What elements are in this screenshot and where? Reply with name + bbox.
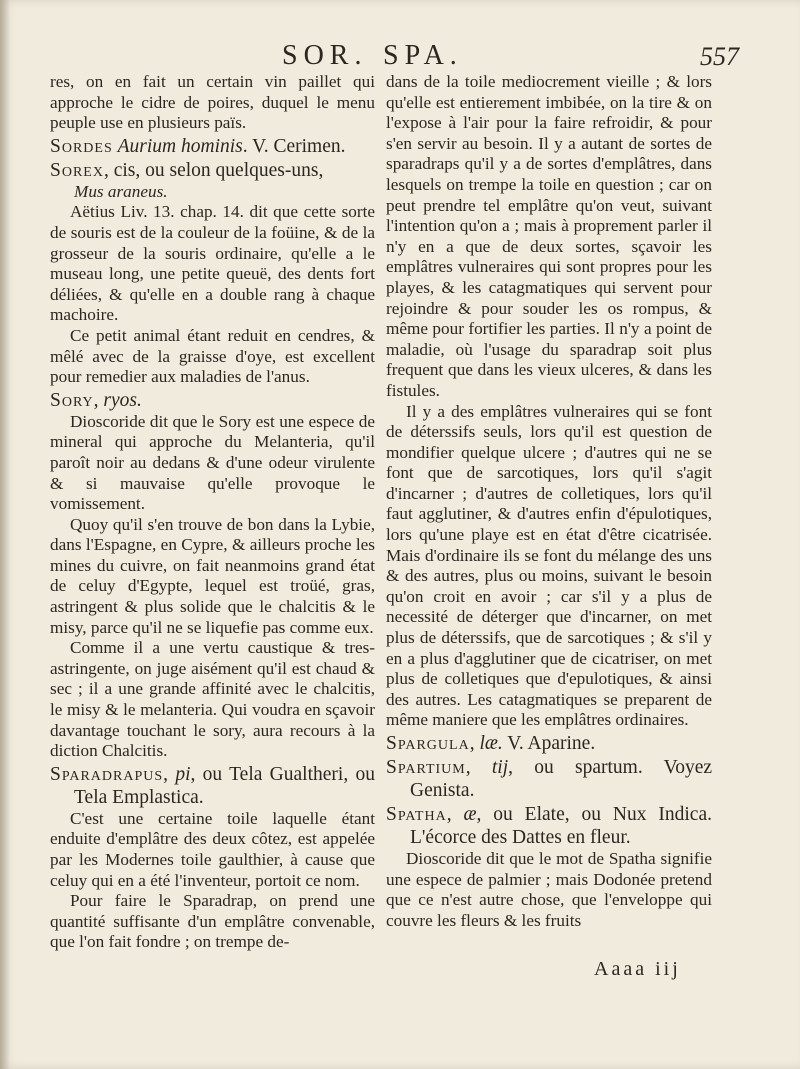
- headword: Sparadrapus: [50, 763, 164, 785]
- paragraph: res, on en fait un certain vin paillet qui approche le cidre de poires, duquel le menu peuple use en plusieurs païs.: [50, 72, 375, 133]
- entry-subtitle: Mus araneus.: [74, 181, 168, 201]
- page-number: 557: [700, 42, 739, 71]
- entry-grammar: ,: [465, 757, 492, 778]
- entry-latin: tij: [491, 757, 509, 778]
- header-right: SPA.: [383, 40, 463, 71]
- headword: Spargula: [386, 733, 470, 754]
- paragraph: Il y a des emplâtres vulneraires qui se font de déterssifs seuls, lors qu'il est question de mondifier quelque ulcere ; d'autres qui ne se font que de sarcotiques, lors qu'il s'agit d'incarner ; d'autres de colletiques, lors qu'il faut agglutiner, & d'autres enfin d'épulotiques, lors qu'une playe est en état d'être cicatrisée. Mais d'ordinaire ils se font du mélange des uns & des autres, plus ou moins, suivant le besoin qu'on croit en avoir ; car s'il y a plus de necessité de déterger que d'incarner, on met plus de déterssifs, que de sarcotiques ; & s'il y en a plus d'agglutiner que de cicatriser, on met plus de colletiques que d'epulotiques, & ainsi des autres. Les catagmatiques se preparent de même maniere que les emplâtres ordinaires.: [386, 401, 712, 730]
- catchword: Aaaa iij: [594, 958, 681, 980]
- dictionary-entry-heading: [50, 135, 375, 158]
- entry-latin: læ.: [479, 733, 503, 754]
- headword: Spartium: [386, 757, 466, 778]
- entry-latin: æ: [463, 804, 477, 825]
- dictionary-entry-heading: [386, 803, 712, 849]
- entry-tail: , ou spartum. Voyez Genista.: [410, 757, 713, 801]
- entry-tail: , ou Elate, ou Nux Indica. L'écorce des Dattes en fleur.: [410, 804, 712, 848]
- entry-latin: Aurium hominis: [117, 135, 243, 157]
- dictionary-entry-heading: [386, 756, 712, 802]
- entry-latin: pi: [175, 763, 191, 785]
- entry-grammar: , cis, ou selon quelques-uns,: [103, 159, 324, 181]
- paragraph: Dioscoride dit que le mot de Spatha signifie une espece de palmier ; mais Dodonée pretend que ce n'est autre chose, que l'enveloppe qui couvre les fleurs & les fruits: [386, 849, 712, 930]
- dictionary-entry-heading: [386, 732, 712, 755]
- entry-tail: . V. Cerimen.: [242, 135, 346, 157]
- paragraph: Pour faire le Sparadrap, on prend une quantité suffisante d'un emplâtre convenable, que l'on fait fondre ; on trempe de-: [50, 891, 375, 952]
- headword: Sordes: [50, 135, 113, 157]
- paragraph: Aëtius Liv. 13. chap. 14. dit que cette sorte de souris est de la couleur de la foüine, & de la grosseur de la souris ordinaire, qu'elle a le museau long, une petite queuë, des dents fort déliées, & qu'elle en a double rang à chaque machoire.: [50, 202, 375, 325]
- paragraph: Dioscoride dit que le Sory est une espece de mineral qui approche du Melanteria, qu'il paroît noir au dedans & d'une odeur virulente & si mauvaise qu'elle provoque le vomissement.: [50, 411, 375, 514]
- dictionary-entry-heading: [50, 389, 375, 412]
- entry-grammar: ,: [93, 389, 104, 411]
- left-column: [50, 72, 375, 953]
- entry-latin: ryos.: [103, 389, 142, 411]
- headword: Spatha: [386, 804, 447, 825]
- entry-grammar: ,: [163, 763, 176, 785]
- right-column: [386, 72, 712, 931]
- entry-tail: V. Aparine.: [502, 733, 596, 754]
- headword: Sorex: [50, 159, 104, 181]
- headword: Sory: [50, 389, 94, 411]
- dictionary-entry-heading: [50, 763, 375, 809]
- entry-grammar: ,: [469, 733, 480, 754]
- entry-tail: , ou Tela Gualtheri, ou Tela Emplastica.: [74, 763, 375, 808]
- entry-grammar: ,: [446, 804, 464, 825]
- header-left: SOR.: [282, 40, 368, 71]
- paragraph: Comme il a une vertu caustique & tres-astringente, on juge aisément qu'il est chaud & sec ; il a une grande affinité avec le chalcitis, le misy & le melanteria. Qui voudra en sçavoir davantage touchant le sory, aura recours à la diction Chalcitis.: [50, 638, 375, 761]
- paragraph: Quoy qu'il s'en trouve de bon dans la Lybie, dans l'Espagne, en Cypre, & ailleurs proche les mines du cuivre, on fait neanmoins grand état de celuy d'Egypte, lequel est troüé, gras, astringent & plus solide que le chalcitis & le misy, parce qu'il ne se liquefie pas comme eux.: [50, 514, 375, 637]
- paragraph: dans de la toile mediocrement vieille ; & lors qu'elle est entierement imbibée, on la tire & on l'expose à l'air pour la faire refroidir, & pour s'en servir au besoin. Il y a autant de sortes de sparadraps qu'il y a de sortes d'emplâtres, dans lesquels on trempe la toile en question ; car on peut prendre tel emplâtre qu'on veut, suivant l'intention qu'on a ; mais à proprement parler il n'y en a que de deux sortes, sçavoir les emplâtres vulneraires qui sont propres pour les playes, & les catagmatiques qui servent pour rejoindre & pour souder les os rompus, & même pour fortifier les parties. Il n'y a point de maladie, où l'usage du sparadrap soit plus frequent que dans les vieux ulceres, & dans les fistules.: [386, 72, 712, 400]
- paragraph: C'est une certaine toile laquelle étant enduite d'emplâtre des deux côtez, est appelée par les Modernes toile gaulthier, à cause que celuy qui en a été l'inventeur, portoit ce nom.: [50, 808, 375, 890]
- running-header: [0, 40, 800, 76]
- dictionary-entry-heading: [50, 159, 375, 182]
- paragraph: Ce petit animal étant reduit en cendres, & mêlé avec de la graisse d'oye, est excellent pour remedier aux maladies de l'anus.: [50, 325, 375, 387]
